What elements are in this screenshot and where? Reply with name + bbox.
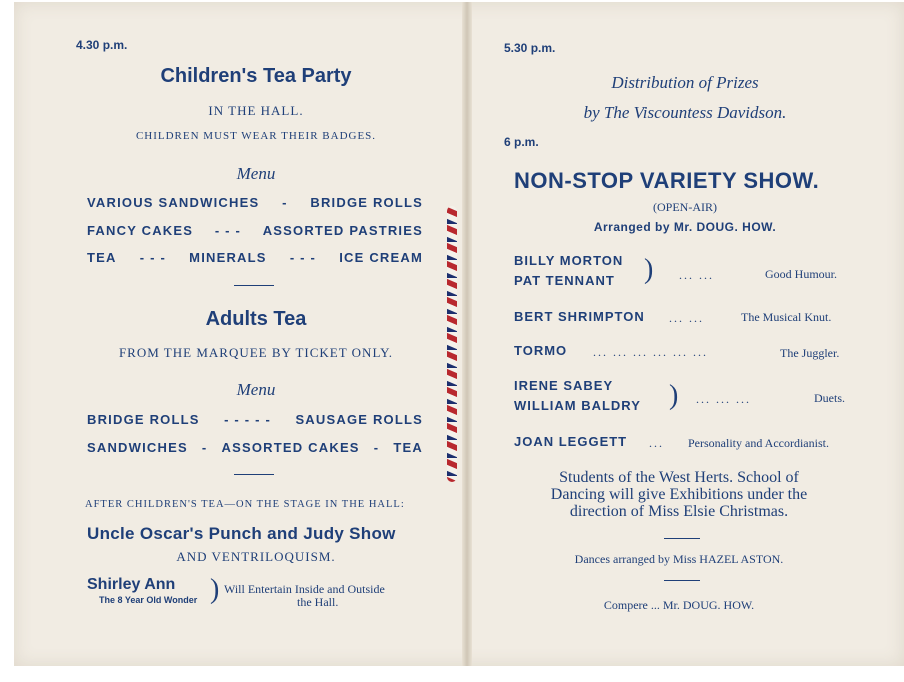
- act-name: WILLIAM BALDRY: [514, 398, 641, 413]
- menu-title: Menu: [236, 164, 276, 183]
- menu-item: BRIDGE ROLLS: [87, 412, 200, 427]
- act-description: The Juggler.: [780, 346, 840, 360]
- menu-row: [87, 223, 423, 238]
- menu-item: ASSORTED CAKES: [221, 440, 360, 455]
- divider: [234, 474, 274, 475]
- childrens-tea-note: CHILDREN MUST WEAR THEIR BADGES.: [135, 130, 377, 142]
- time-label: 5.30 p.m.: [504, 41, 556, 55]
- menu-item: SAUSAGE ROLLS: [295, 412, 423, 427]
- students-note: [466, 469, 892, 520]
- prizes-line-1: Distribution of Prizes: [611, 73, 759, 92]
- punch-judy-subtitle: AND VENTRILOQUISM.: [176, 549, 336, 564]
- menu-item: TEA: [87, 250, 117, 265]
- menu-item: TEA: [393, 440, 423, 455]
- childrens-tea-location: IN THE HALL.: [208, 103, 304, 118]
- dot-leader: ...: [649, 436, 664, 450]
- programme-booklet: [14, 2, 904, 666]
- menu-separator: -: [201, 440, 208, 455]
- menu-item: VARIOUS SANDWICHES: [87, 195, 260, 210]
- menu-separator: -: [373, 440, 380, 455]
- menu-item: MINERALS: [189, 250, 267, 265]
- dot-leader: ... ... ... ... ... ...: [593, 345, 708, 359]
- act-name: PAT TENNANT: [514, 273, 615, 288]
- menu-item: BRIDGE ROLLS: [310, 195, 423, 210]
- act-description: The Musical Knut.: [741, 310, 832, 324]
- menu-separator: - - -: [214, 223, 242, 238]
- adults-tea-note: FROM THE MARQUEE BY TICKET ONLY.: [118, 345, 394, 360]
- act-name: BERT SHRIMPTON: [514, 309, 645, 324]
- prizes-line-2: by The Viscountess Davidson.: [583, 103, 787, 122]
- act-name: IRENE SABEY: [514, 378, 614, 393]
- menu-separator: - - -: [139, 250, 166, 265]
- brace-icon: ): [669, 380, 679, 411]
- variety-show-subtitle: (OPEN-AIR): [653, 200, 717, 214]
- students-line-2: Dancing will give Exhibitions under the: [550, 486, 808, 503]
- menu-item: ASSORTED PASTRIES: [262, 223, 423, 238]
- menu-row: [87, 412, 423, 427]
- shirley-ann-name: Shirley Ann: [87, 576, 176, 593]
- divider: [664, 580, 700, 581]
- time-label: 4.30 p.m.: [76, 38, 128, 52]
- divider: [234, 285, 274, 286]
- adults-tea-title: Adults Tea: [205, 308, 307, 330]
- menu-title: Menu: [236, 380, 276, 399]
- menu-separator: -: [282, 195, 288, 210]
- arranged-by: Arranged by Mr. DOUG. HOW.: [593, 220, 777, 234]
- divider: [664, 538, 700, 539]
- dot-leader: ... ...: [669, 311, 704, 325]
- punch-judy-title: Uncle Oscar's Punch and Judy Show: [87, 524, 396, 543]
- students-line-3: direction of Miss Elsie Christmas.: [569, 503, 789, 520]
- menu-row: [87, 440, 423, 455]
- left-page: [14, 2, 466, 666]
- compere-credit: Compere ... Mr. DOUG. HOW.: [603, 598, 755, 612]
- dot-leader: ... ... ...: [696, 392, 751, 406]
- menu-separator: - - - - -: [224, 412, 271, 427]
- menu-item: ICE CREAM: [339, 250, 423, 265]
- brace-icon: ): [644, 254, 654, 285]
- act-description: Good Humour.: [765, 267, 837, 281]
- act-name: TORMO: [514, 343, 568, 358]
- students-line-1: Students of the West Herts. School of: [559, 469, 799, 486]
- cord-body: [447, 206, 457, 482]
- after-tea-note: AFTER CHILDREN'S TEA—ON THE STAGE IN THE HALL:: [85, 499, 405, 510]
- dot-leader: ... ...: [679, 268, 714, 282]
- menu-item: FANCY CAKES: [87, 223, 194, 238]
- menu-separator: - - -: [289, 250, 317, 265]
- dances-credit: Dances arranged by Miss HAZEL ASTON.: [574, 552, 784, 566]
- childrens-tea-title: Children's Tea Party: [160, 65, 352, 87]
- act-name: BILLY MORTON: [514, 253, 624, 268]
- menu-item: SANDWICHES: [87, 440, 188, 455]
- time-label: 6 p.m.: [504, 135, 539, 149]
- menu-row: [87, 195, 423, 210]
- right-page: [466, 2, 904, 666]
- shirley-ann-subtitle: The 8 Year Old Wonder: [99, 595, 198, 605]
- brace-icon: ): [210, 574, 220, 605]
- act-description: Duets.: [814, 391, 845, 405]
- shirley-ann-description-2: the Hall.: [297, 595, 339, 609]
- tricolour-cord: [445, 206, 459, 482]
- menu-row: [87, 250, 423, 265]
- shirley-ann-description: Will Entertain Inside and Outside: [224, 582, 385, 596]
- act-name: JOAN LEGGETT: [514, 434, 628, 449]
- variety-show-title: NON-STOP VARIETY SHOW.: [514, 168, 820, 193]
- act-description: Personality and Accordianist.: [688, 436, 829, 450]
